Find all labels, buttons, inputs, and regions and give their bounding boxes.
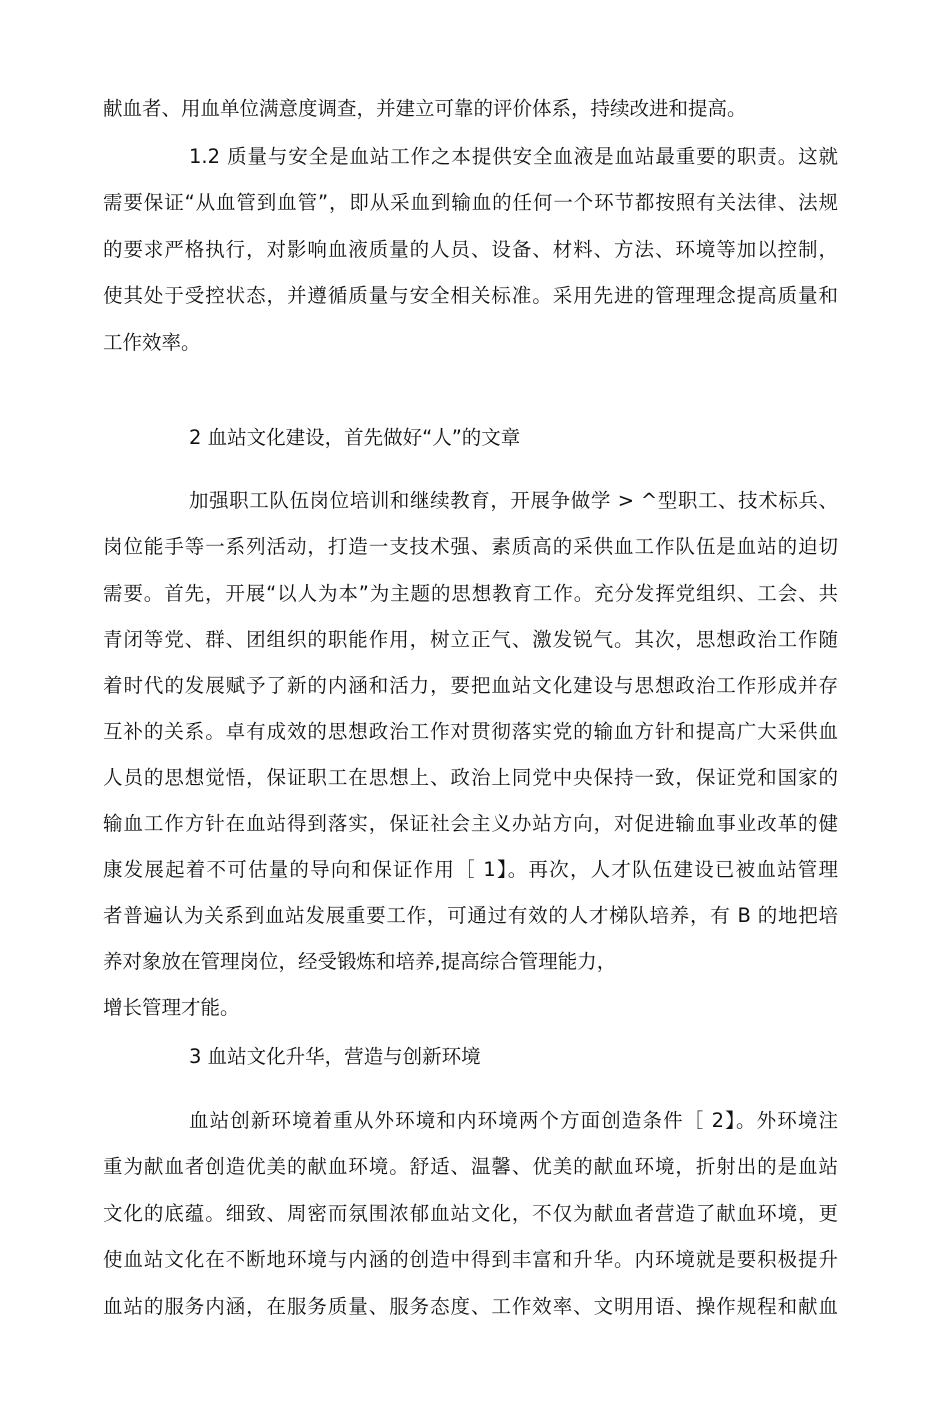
text-line-14: 人员的思想觉悟，保证职工在思想上、政治上同党中央保持一致，保证党和国家的 [103,766,838,789]
text-line-13: 互补的关系。卓有成效的思想政治工作对贯彻落实党的输血方针和提高广大采供血 [103,720,838,743]
text-line-16: 康发展起着不可估量的导向和保证作用［ 1】。再次，人才队伍建设已被血站管理 [103,858,838,881]
text-line-19: 增长管理才能。 [103,996,240,1019]
text-line-1: 献血者、用血单位满意度调查，并建立可靠的评价体系，持续改进和提高。 [103,97,747,120]
text-line-11: 青闭等党、群、团组织的职能作用，树立正气、激发锐气。其次，思想政治工作随 [103,628,838,651]
text-line-22: 重为献血者创造优美的献血环境。舒适、温馨、优美的献血环境，折射出的是血站 [103,1155,838,1178]
text-line-9: 岗位能手等一系列活动，打造一支技术强、素质高的采供血工作队伍是血站的迫切 [103,535,838,558]
text-line-10: 需要。首先，开展“以人为本”为主题的思想教育工作。充分发挥党组织、工会、共 [103,582,838,605]
text-line-23: 文化的底蕴。细致、周密而氛围浓郁血站文化，不仅为献血者营造了献血环境，更 [103,1202,838,1225]
text-line-17: 者普遍认为关系到血站发展重要工作，可通过有效的人才梯队培养，有 B 的地把培 [103,904,838,927]
section-heading-3: 3 血站文化升华，营造与创新环境 [189,1045,481,1068]
text-line-12: 着时代的发展赋予了新的内涵和活力，要把血站文化建设与思想政治工作形成并存 [103,674,838,697]
text-line-18: 养对象放在管理岗位，经受锻炼和培养,提高综合管理能力， [103,950,617,973]
text-line-3: 需要保证“从血管到血管”，即从采血到输血的任何一个环节都按照有关法律、法规 [103,191,838,214]
text-line-21: 血站创新环境着重从外环境和内环境两个方面创造条件［ 2】。外环境注 [189,1109,838,1132]
text-line-25: 血站的服务内涵，在服务质量、服务态度、工作效率、文明用语、操作规程和献血 [103,1295,838,1318]
text-line-24: 使血站文化在不断地环境与内涵的创造中得到丰富和升华。内环境就是要积极提升 [103,1248,838,1271]
text-line-15: 输血工作方针在血站得到落实，保证社会主义办站方向，对促进输血事业改革的健 [103,812,838,835]
text-line-5: 使其处于受控状态，并遵循质量与安全相关标准。采用先进的管理理念提高质量和 [103,284,838,307]
text-line-2: 1.2 质量与安全是血站工作之本提供安全血液是血站最重要的职责。这就 [189,145,838,168]
section-heading-2: 2 血站文化建设，首先做好“人”的文章 [189,426,521,449]
text-line-4: 的要求严格执行，对影响血液质量的人员、设备、材料、方法、环境等加以控制， [103,238,838,261]
text-line-8: 加强职工队伍岗位培训和继续教育，开展争做学 > ^型职工、技术标兵、 [189,489,838,512]
text-line-6: 工作效率。 [103,331,201,354]
